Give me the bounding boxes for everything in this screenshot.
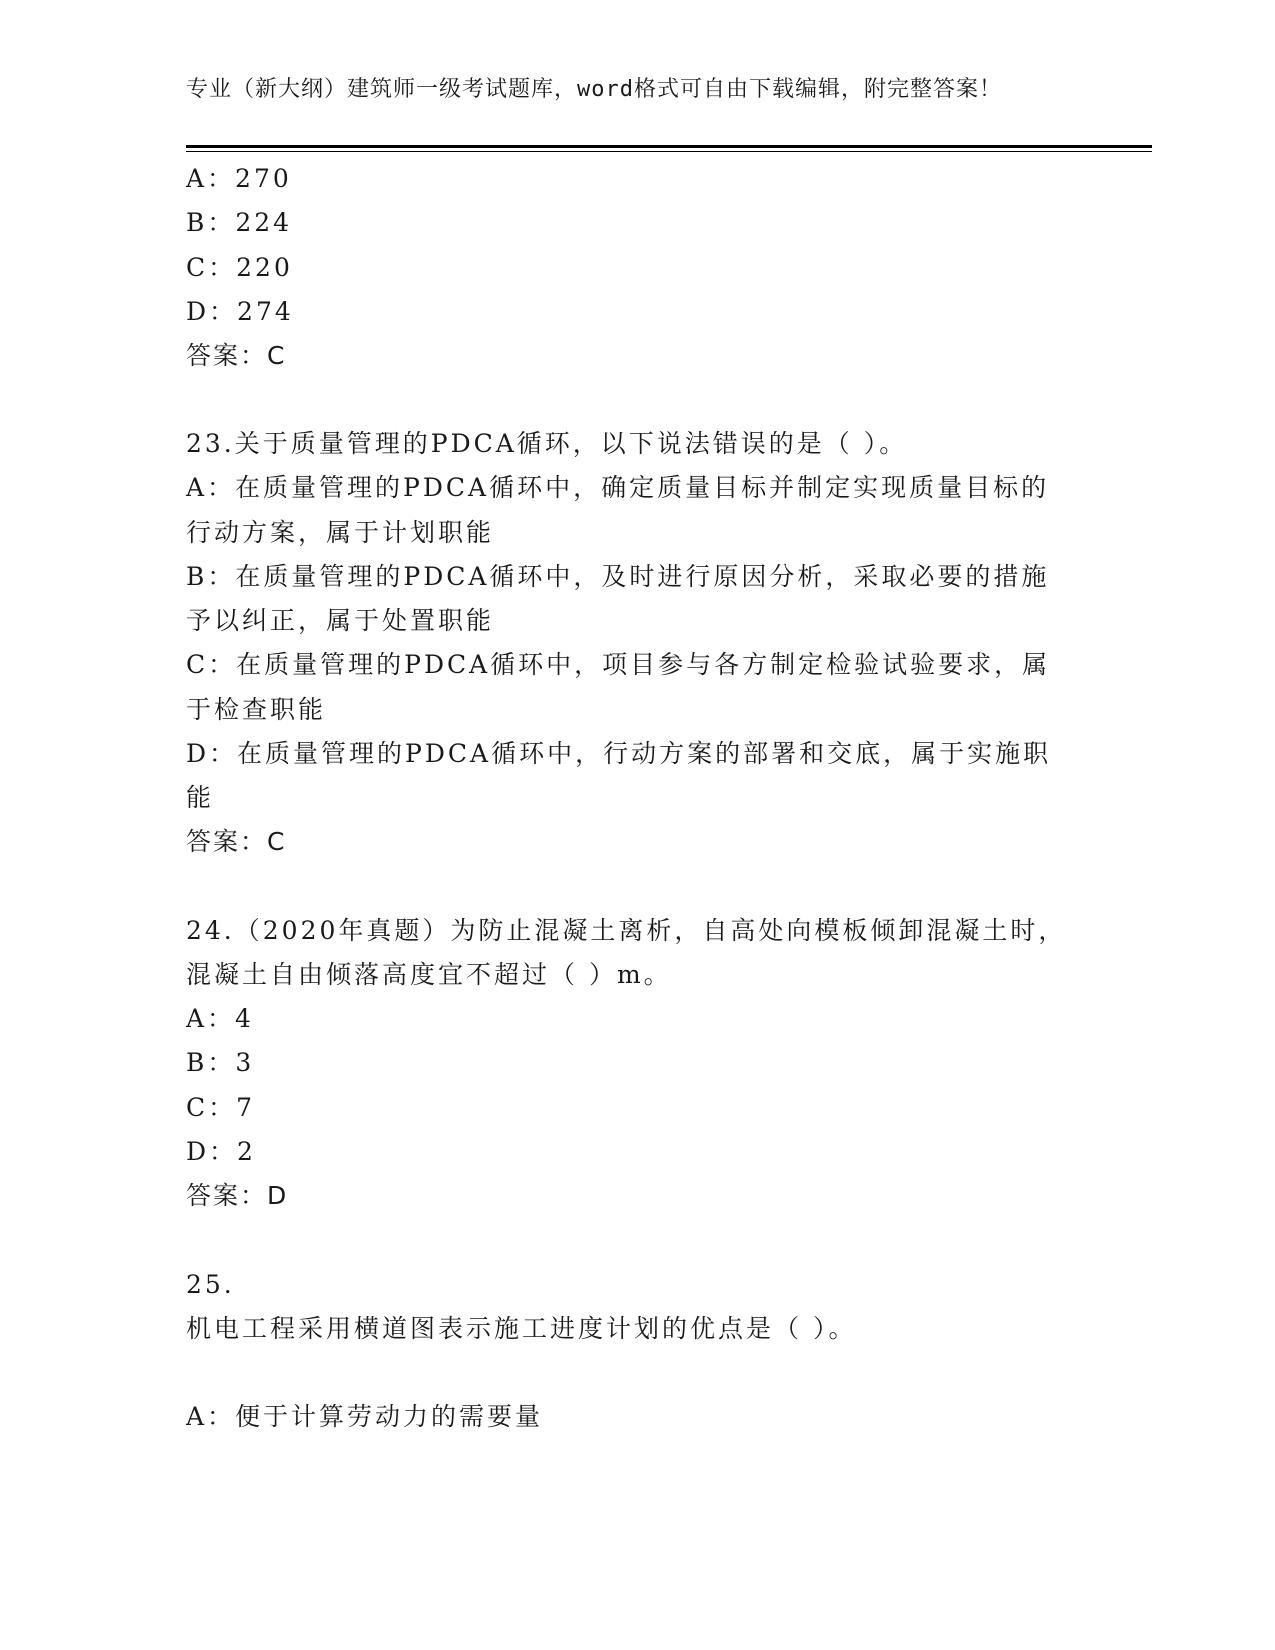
q25-stem: 机电工程采用横道图表示施工进度计划的优点是（ ）。 (186, 1314, 857, 1343)
q25-option-a: A：便于计算劳动力的需要量 (186, 1402, 544, 1431)
page-header: 专业（新大纲）建筑师一级考试题库，word格式可自由下载编辑，附完整答案！ (186, 77, 1002, 102)
q23-stem: 23.关于质量管理的PDCA循环，以下说法错误的是（ ）。 (186, 429, 908, 458)
header-rule-thick (186, 145, 1152, 148)
header-rule-thin (186, 151, 1152, 152)
q22-option-c: C：220 (186, 253, 293, 282)
q24-option-b: B：3 (186, 1048, 255, 1077)
q23-option-b-line2: 予以纠正，属于处置职能 (186, 606, 495, 635)
q22-option-a: A：270 (186, 164, 292, 193)
q24-answer: 答案：D (186, 1181, 289, 1210)
q23-option-d-line1: D：在质量管理的PDCA循环中，行动方案的部署和交底，属于实施职 (186, 739, 1052, 768)
q23-option-a-line1: A：在质量管理的PDCA循环中，确定质量目标并制定实现质量目标的 (186, 473, 1050, 502)
q22-option-b: B：224 (186, 208, 293, 237)
q23-option-c-line1: C：在质量管理的PDCA循环中，项目参与各方制定检验试验要求，属 (186, 650, 1051, 679)
q24-stem-line2: 混凝土自由倾落高度宜不超过（ ）m。 (186, 960, 672, 989)
q24-stem-line1: 24.（2020年真题）为防止混凝土离析，自高处向模板倾卸混凝土时， (186, 916, 1067, 945)
q23-option-d-line2: 能 (186, 783, 215, 812)
q23-answer: 答案：C (186, 827, 287, 856)
q24-option-a: A：4 (186, 1004, 254, 1033)
q24-option-d: D：2 (186, 1137, 256, 1166)
q25-number: 25. (186, 1270, 235, 1299)
q24-option-c: C：7 (186, 1093, 256, 1122)
q23-option-b-line1: B：在质量管理的PDCA循环中，及时进行原因分析，采取必要的措施 (186, 562, 1050, 591)
q23-option-c-line2: 于检查职能 (186, 695, 327, 724)
q22-option-d: D：274 (186, 297, 294, 326)
q22-answer: 答案：C (186, 341, 287, 370)
q23-option-a-line2: 行动方案，属于计划职能 (186, 518, 495, 547)
